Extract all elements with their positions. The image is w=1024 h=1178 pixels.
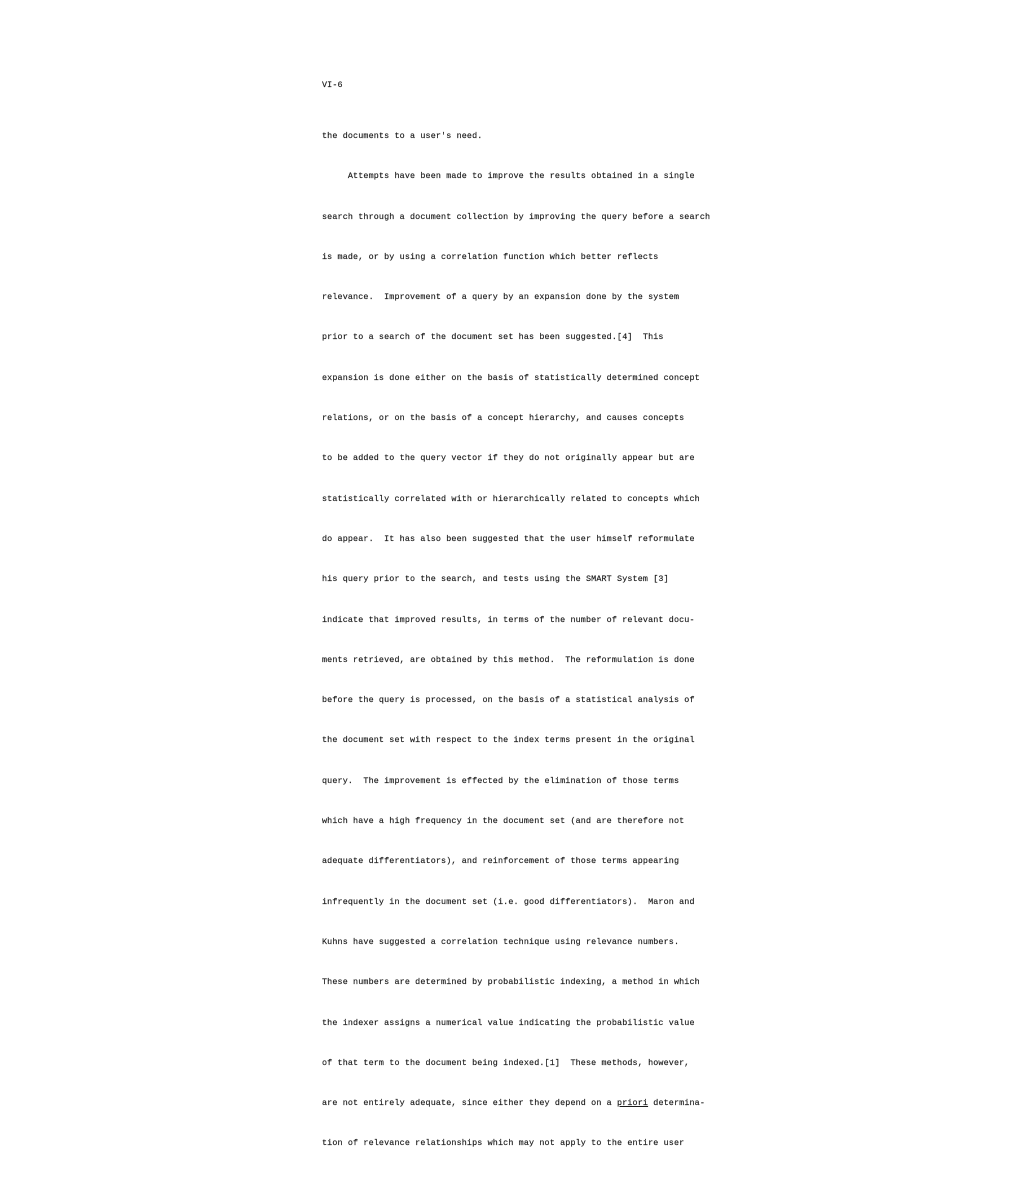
text-line: before the query is processed, on the basis of a statistical analysis of [322, 695, 695, 706]
text-line: statistically correlated with or hierarchically related to concepts which [322, 493, 700, 504]
text-line: adequate differentiators), and reinforcement of those terms appearing [322, 856, 680, 867]
text-line: These numbers are determined by probabilistic indexing, a method in which [322, 977, 700, 988]
text-line: ments retrieved, are obtained by this method. The reformulation is done [322, 654, 695, 665]
text-line-with-underline [322, 1097, 706, 1117]
text-line: query. The improvement is effected by the elimination of those terms [322, 775, 680, 786]
text-line: is made, or by using a correlation function which better reflects [322, 251, 659, 262]
text-line: prior to a search of the document set has been suggested.[4] This [322, 332, 664, 343]
text-line: the document set with respect to the index terms present in the original [322, 735, 695, 746]
text-line: tion of relevance relationships which may not apply to the entire user [322, 1138, 685, 1149]
text-line: of that term to the document being indexed.[1] These methods, however, [322, 1057, 690, 1068]
body-text [322, 110, 711, 1178]
text-line: indicate that improved results, in terms of the number of relevant docu- [322, 614, 695, 625]
text-line: the documents to a user's need. [322, 131, 483, 141]
text-line: the indexer assigns a numerical value indicating the probabilistic value [322, 1017, 695, 1028]
text-line: his query prior to the search, and tests using the SMART System [3] [322, 574, 669, 585]
text-line: relevance. Improvement of a query by an expansion done by the system [322, 292, 680, 303]
text-line: search through a document collection by improving the query before a search [322, 211, 711, 222]
text-line: which have a high frequency in the document set (and are therefore not [322, 816, 685, 827]
text-line: relations, or on the basis of a concept hierarchy, and causes concepts [322, 413, 685, 424]
text-line: do appear. It has also been suggested that the user himself reformulate [322, 533, 695, 544]
page-number: VI-6 [322, 80, 343, 90]
text-line: Attempts have been made to improve the results obtained in a single [322, 171, 695, 182]
text-line: expansion is done either on the basis of statistically determined concept [322, 372, 700, 383]
text-line: to be added to the query vector if they do not originally appear but are [322, 453, 695, 464]
line-lead: are not entirely adequate, since either they depend on a [322, 1098, 618, 1109]
text-line: infrequently in the document set (i.e. good differentiators). Maron and [322, 896, 695, 907]
text-line: Kuhns have suggested a correlation technique using relevance numbers. [322, 936, 680, 947]
line-tail: determina- [648, 1098, 706, 1109]
underlined-term: priori [617, 1098, 649, 1109]
